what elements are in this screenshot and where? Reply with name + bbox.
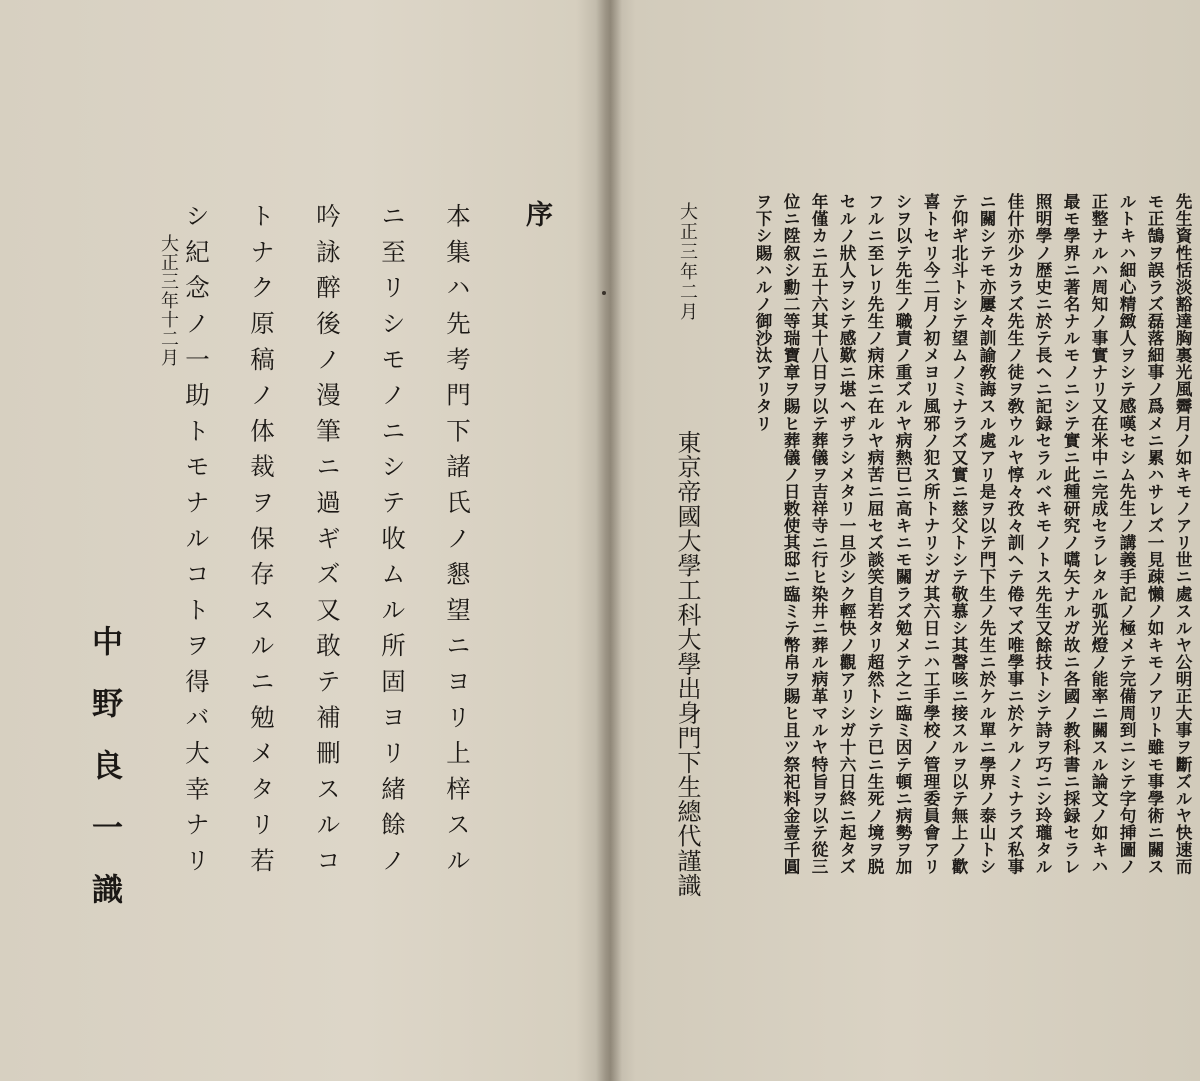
preface-title: 序 (521, 200, 552, 227)
text-line-16: ヲ下シ賜ハルノ御沙汰アリタリ (753, 193, 773, 432)
signature-date: 大正三年二月 (677, 202, 698, 322)
text-line-9: テ仰ギ北斗トシテ望ムノミナラズ又實ニ慈父トシテ敬慕シ其謦咳ニ接スルヲ以テ無上ノ歡 (949, 193, 969, 875)
text-line-2: モ正鵠ヲ誤ラズ磊落細事ノ爲メニ累ハサレズ一見疎懶ノ如キモノアリト雖モ事學術ニ關ス (1145, 193, 1165, 875)
text-line-3: ルトキハ細心精緻人ヲシテ感嘆セシム先生ノ講義手記ノ極メテ完備周到ニシテ字句挿圖ノ (1117, 193, 1137, 875)
text-line-12: フルニ至レリ先生ノ病床ニ在ルヤ病苦ニ屈セズ談笑自若タリ超然トシテ已ニ生死ノ境ヲ脱 (865, 193, 885, 875)
preface-date: 大正三年十二月 (158, 234, 179, 367)
preface-line-5: シ紀念ノ一助トモナルコトヲ得バ大幸ナリ (182, 203, 211, 884)
signature-name: 東京帝國大學工科大學出身門下生總代謹識 (673, 430, 701, 898)
preface-author: 中野良一識 (86, 625, 122, 935)
preface-line-4: トナク原稿ノ体裁ヲ保存スルニ勉メタリ若 (247, 203, 276, 884)
text-line-15: 位ニ陞叙シ勳二等瑞寶章ヲ賜ヒ葬儀ノ日敕使其邸ニ臨ミテ幣帛ヲ賜ヒ且ツ祭祀料金壹千圓 (781, 193, 801, 875)
text-line-10: 喜トセリ今二月ノ初メヨリ風邪ノ犯ス所トナリシガ其六日ニハ工手學校ノ管理委員會アリ (921, 193, 941, 875)
text-line-8: ニ關シテモ亦屢々訓諭敎誨スル處アリ是ヲ以テ門下生ノ先生ニ於ケル單ニ學界ノ泰山トシ (977, 193, 997, 875)
preface-line-1: 本集ハ先考門下諸氏ノ懇望ニヨリ上梓スル (443, 203, 472, 884)
text-line-5: 最モ學界ニ著名ナルモノニシテ實ニ此種研究ノ嚆矢ナルガ故ニ各國ノ教科書ニ採録セラレ (1061, 193, 1081, 875)
text-line-6: 照明學ノ歴史ニ於テ長ヘニ記録セラルベキモノトス先生又餘技トシテ詩ヲ巧ニシ玲瓏タル (1033, 193, 1053, 875)
text-line-1: 先生資性恬淡豁達胸裏光風霽月ノ如キモノアリ世ニ處スルヤ公明正大事ヲ斷ズルヤ快速而 (1173, 193, 1193, 875)
text-line-14: 年僅カニ五十六其十八日ヲ以テ葬儀ヲ吉祥寺ニ行ヒ染井ニ葬ル病革マルヤ特旨ヲ以テ從三 (809, 193, 829, 875)
text-line-11: シヲ以テ先生ノ職責ノ重ズルヤ病熱已ニ高キニモ關ラズ勉メテ之ニ臨ミ因テ頓ニ病勢ヲ加 (893, 193, 913, 875)
text-line-13: セルノ狀人ヲシテ感歎ニ堪ヘザラシメタリ一旦少シク輕快ノ觀アリシガ十六日終ニ起タズ (837, 193, 857, 875)
text-line-7: 佳什亦少カラズ先生ノ徒ヲ敎ウルヤ惇々孜々訓ヘテ倦マズ唯學事ニ於ケルノミナラズ私事 (1005, 193, 1025, 875)
text-line-4: 正整ナルハ周知ノ事實ナリ又在米中ニ完成セラレタル弧光燈ノ能率ニ關スル論文ノ如キハ (1089, 193, 1109, 875)
right-page (612, 0, 1200, 1081)
preface-line-2: ニ至リシモノニシテ收ムル所固ヨリ緒餘ノ (378, 203, 407, 884)
preface-line-3: 吟詠醉後ノ漫筆ニ過ギズ又敢テ補刪スルコ (313, 203, 342, 884)
